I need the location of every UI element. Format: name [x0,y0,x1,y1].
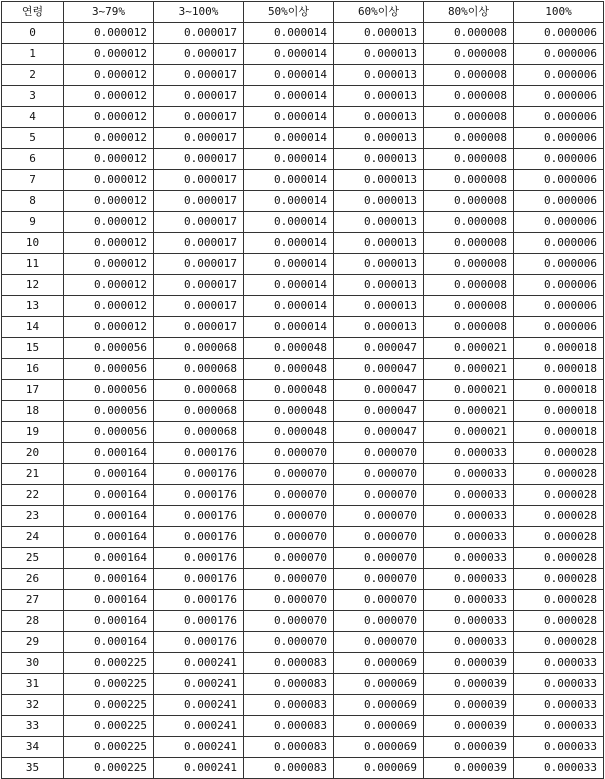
value-cell-100: 0.000028 [514,611,604,632]
table-row [2,653,604,674]
value-cell-100: 0.000033 [514,716,604,737]
value-cell-80-plus: 0.000021 [424,422,514,443]
header-3-79: 3~79% [64,2,154,23]
header-3-100: 3~100% [154,2,244,23]
table-row [2,506,604,527]
value-cell-80-plus: 0.000033 [424,590,514,611]
age-cell: 6 [2,149,64,170]
table-row [2,590,604,611]
value-cell-80-plus: 0.000033 [424,506,514,527]
value-cell-100: 0.000028 [514,527,604,548]
value-cell-3-100: 0.000176 [154,506,244,527]
value-cell-100: 0.000006 [514,317,604,338]
value-cell-100: 0.000006 [514,170,604,191]
value-cell-100: 0.000006 [514,128,604,149]
value-cell-100: 0.000018 [514,380,604,401]
value-cell-80-plus: 0.000033 [424,527,514,548]
value-cell-3-100: 0.000017 [154,296,244,317]
value-cell-80-plus: 0.000039 [424,653,514,674]
value-cell-60-plus: 0.000070 [334,464,424,485]
table-row [2,464,604,485]
value-cell-50-plus: 0.000070 [244,443,334,464]
value-cell-3-79: 0.000012 [64,65,154,86]
value-cell-60-plus: 0.000069 [334,737,424,758]
value-cell-3-100: 0.000017 [154,170,244,191]
value-cell-60-plus: 0.000069 [334,758,424,779]
value-cell-3-100: 0.000017 [154,191,244,212]
table-row [2,485,604,506]
value-cell-3-100: 0.000176 [154,443,244,464]
header-60-plus: 60%이상 [334,2,424,23]
value-cell-80-plus: 0.000033 [424,611,514,632]
value-cell-3-79: 0.000012 [64,296,154,317]
value-cell-3-100: 0.000068 [154,401,244,422]
table-row [2,422,604,443]
value-cell-3-79: 0.000225 [64,716,154,737]
value-cell-50-plus: 0.000048 [244,380,334,401]
age-cell: 32 [2,695,64,716]
value-cell-3-79: 0.000056 [64,380,154,401]
value-cell-50-plus: 0.000014 [244,212,334,233]
value-cell-3-100: 0.000017 [154,212,244,233]
value-cell-3-79: 0.000164 [64,443,154,464]
value-cell-100: 0.000006 [514,44,604,65]
age-cell: 15 [2,338,64,359]
value-cell-80-plus: 0.000033 [424,464,514,485]
value-cell-3-100: 0.000241 [154,695,244,716]
value-cell-100: 0.000028 [514,590,604,611]
table-row [2,632,604,653]
value-cell-60-plus: 0.000070 [334,443,424,464]
value-cell-3-79: 0.000164 [64,632,154,653]
value-cell-100: 0.000028 [514,569,604,590]
table-row [2,44,604,65]
table-row [2,86,604,107]
value-cell-50-plus: 0.000014 [244,86,334,107]
table-row [2,149,604,170]
age-cell: 25 [2,548,64,569]
age-cell: 35 [2,758,64,779]
age-cell: 16 [2,359,64,380]
value-cell-80-plus: 0.000033 [424,548,514,569]
value-cell-100: 0.000006 [514,233,604,254]
value-cell-60-plus: 0.000069 [334,695,424,716]
table-row [2,233,604,254]
age-cell: 4 [2,107,64,128]
value-cell-3-100: 0.000017 [154,149,244,170]
value-cell-60-plus: 0.000070 [334,569,424,590]
table-row [2,695,604,716]
value-cell-50-plus: 0.000014 [244,170,334,191]
value-cell-3-100: 0.000017 [154,44,244,65]
rate-table [1,1,604,779]
age-cell: 31 [2,674,64,695]
value-cell-80-plus: 0.000008 [424,254,514,275]
value-cell-100: 0.000018 [514,338,604,359]
value-cell-3-79: 0.000012 [64,149,154,170]
value-cell-3-100: 0.000068 [154,338,244,359]
value-cell-3-79: 0.000056 [64,359,154,380]
value-cell-3-79: 0.000056 [64,401,154,422]
table-row [2,212,604,233]
value-cell-60-plus: 0.000013 [334,275,424,296]
value-cell-80-plus: 0.000021 [424,338,514,359]
value-cell-3-100: 0.000176 [154,464,244,485]
value-cell-3-79: 0.000012 [64,275,154,296]
value-cell-60-plus: 0.000070 [334,590,424,611]
value-cell-3-100: 0.000176 [154,548,244,569]
age-cell: 22 [2,485,64,506]
value-cell-100: 0.000033 [514,758,604,779]
value-cell-80-plus: 0.000021 [424,401,514,422]
value-cell-80-plus: 0.000008 [424,23,514,44]
value-cell-3-100: 0.000017 [154,275,244,296]
value-cell-60-plus: 0.000013 [334,86,424,107]
value-cell-80-plus: 0.000033 [424,443,514,464]
header-100: 100% [514,2,604,23]
value-cell-50-plus: 0.000048 [244,359,334,380]
value-cell-3-79: 0.000012 [64,317,154,338]
age-cell: 28 [2,611,64,632]
table-row [2,191,604,212]
value-cell-3-79: 0.000012 [64,212,154,233]
value-cell-100: 0.000006 [514,149,604,170]
value-cell-100: 0.000033 [514,653,604,674]
value-cell-60-plus: 0.000070 [334,548,424,569]
value-cell-80-plus: 0.000008 [424,296,514,317]
value-cell-80-plus: 0.000008 [424,128,514,149]
age-cell: 13 [2,296,64,317]
value-cell-50-plus: 0.000014 [244,296,334,317]
age-cell: 19 [2,422,64,443]
value-cell-3-79: 0.000164 [64,464,154,485]
value-cell-3-100: 0.000241 [154,716,244,737]
table-row [2,569,604,590]
value-cell-50-plus: 0.000083 [244,674,334,695]
value-cell-60-plus: 0.000047 [334,401,424,422]
value-cell-3-79: 0.000164 [64,611,154,632]
value-cell-60-plus: 0.000013 [334,254,424,275]
value-cell-50-plus: 0.000070 [244,527,334,548]
value-cell-3-79: 0.000012 [64,107,154,128]
value-cell-100: 0.000006 [514,107,604,128]
value-cell-100: 0.000006 [514,191,604,212]
table-row [2,65,604,86]
value-cell-3-100: 0.000017 [154,107,244,128]
value-cell-3-100: 0.000176 [154,632,244,653]
age-cell: 29 [2,632,64,653]
value-cell-100: 0.000006 [514,275,604,296]
value-cell-50-plus: 0.000070 [244,464,334,485]
table-row [2,275,604,296]
value-cell-3-100: 0.000017 [154,233,244,254]
age-cell: 0 [2,23,64,44]
value-cell-50-plus: 0.000083 [244,758,334,779]
value-cell-60-plus: 0.000070 [334,506,424,527]
table-header [2,2,604,23]
age-cell: 21 [2,464,64,485]
age-cell: 5 [2,128,64,149]
value-cell-60-plus: 0.000069 [334,653,424,674]
age-cell: 27 [2,590,64,611]
value-cell-80-plus: 0.000008 [424,317,514,338]
value-cell-50-plus: 0.000070 [244,569,334,590]
value-cell-80-plus: 0.000039 [424,695,514,716]
value-cell-80-plus: 0.000008 [424,107,514,128]
value-cell-60-plus: 0.000070 [334,611,424,632]
value-cell-50-plus: 0.000014 [244,254,334,275]
value-cell-3-100: 0.000068 [154,422,244,443]
value-cell-3-79: 0.000012 [64,191,154,212]
value-cell-80-plus: 0.000008 [424,65,514,86]
value-cell-3-79: 0.000164 [64,569,154,590]
value-cell-3-79: 0.000012 [64,44,154,65]
value-cell-60-plus: 0.000013 [334,191,424,212]
value-cell-80-plus: 0.000021 [424,359,514,380]
value-cell-50-plus: 0.000070 [244,506,334,527]
value-cell-60-plus: 0.000013 [334,44,424,65]
value-cell-50-plus: 0.000014 [244,233,334,254]
value-cell-50-plus: 0.000014 [244,317,334,338]
value-cell-50-plus: 0.000014 [244,149,334,170]
value-cell-100: 0.000033 [514,737,604,758]
value-cell-60-plus: 0.000013 [334,212,424,233]
value-cell-50-plus: 0.000014 [244,65,334,86]
table-row [2,758,604,779]
value-cell-80-plus: 0.000033 [424,485,514,506]
value-cell-60-plus: 0.000070 [334,632,424,653]
value-cell-50-plus: 0.000014 [244,128,334,149]
value-cell-3-79: 0.000164 [64,548,154,569]
age-cell: 17 [2,380,64,401]
value-cell-3-100: 0.000017 [154,254,244,275]
value-cell-50-plus: 0.000070 [244,611,334,632]
value-cell-80-plus: 0.000008 [424,233,514,254]
value-cell-50-plus: 0.000070 [244,548,334,569]
value-cell-60-plus: 0.000070 [334,527,424,548]
value-cell-100: 0.000028 [514,464,604,485]
table-row [2,380,604,401]
value-cell-3-79: 0.000164 [64,590,154,611]
value-cell-3-79: 0.000225 [64,695,154,716]
value-cell-60-plus: 0.000013 [334,128,424,149]
value-cell-80-plus: 0.000008 [424,275,514,296]
value-cell-3-79: 0.000164 [64,485,154,506]
value-cell-60-plus: 0.000070 [334,485,424,506]
table-row [2,548,604,569]
value-cell-3-79: 0.000225 [64,737,154,758]
value-cell-3-79: 0.000012 [64,128,154,149]
value-cell-3-79: 0.000012 [64,254,154,275]
value-cell-3-79: 0.000056 [64,422,154,443]
value-cell-3-100: 0.000017 [154,86,244,107]
table-row [2,23,604,44]
value-cell-50-plus: 0.000083 [244,716,334,737]
value-cell-3-100: 0.000176 [154,611,244,632]
value-cell-80-plus: 0.000039 [424,737,514,758]
table-row [2,128,604,149]
age-cell: 34 [2,737,64,758]
value-cell-3-79: 0.000012 [64,23,154,44]
value-cell-3-100: 0.000176 [154,485,244,506]
value-cell-50-plus: 0.000014 [244,275,334,296]
table-row [2,317,604,338]
value-cell-100: 0.000033 [514,695,604,716]
value-cell-60-plus: 0.000013 [334,233,424,254]
header-50-plus: 50%이상 [244,2,334,23]
value-cell-50-plus: 0.000048 [244,422,334,443]
value-cell-60-plus: 0.000013 [334,23,424,44]
value-cell-3-100: 0.000017 [154,317,244,338]
value-cell-50-plus: 0.000014 [244,44,334,65]
value-cell-100: 0.000006 [514,212,604,233]
age-cell: 24 [2,527,64,548]
table-row [2,737,604,758]
value-cell-100: 0.000018 [514,401,604,422]
value-cell-50-plus: 0.000083 [244,653,334,674]
value-cell-3-100: 0.000017 [154,23,244,44]
value-cell-50-plus: 0.000014 [244,191,334,212]
value-cell-100: 0.000006 [514,254,604,275]
table-row [2,443,604,464]
value-cell-100: 0.000028 [514,506,604,527]
value-cell-100: 0.000028 [514,443,604,464]
age-cell: 10 [2,233,64,254]
value-cell-60-plus: 0.000013 [334,170,424,191]
value-cell-3-100: 0.000017 [154,65,244,86]
value-cell-3-79: 0.000012 [64,233,154,254]
age-cell: 1 [2,44,64,65]
header-row [2,2,604,23]
value-cell-3-100: 0.000241 [154,737,244,758]
value-cell-60-plus: 0.000047 [334,359,424,380]
table-row [2,338,604,359]
value-cell-100: 0.000028 [514,632,604,653]
value-cell-60-plus: 0.000013 [334,317,424,338]
table-row [2,359,604,380]
value-cell-3-79: 0.000012 [64,170,154,191]
age-cell: 7 [2,170,64,191]
table-row [2,611,604,632]
age-cell: 20 [2,443,64,464]
value-cell-80-plus: 0.000039 [424,716,514,737]
value-cell-80-plus: 0.000033 [424,632,514,653]
age-cell: 8 [2,191,64,212]
value-cell-3-100: 0.000068 [154,359,244,380]
age-cell: 3 [2,86,64,107]
table-row [2,170,604,191]
age-cell: 2 [2,65,64,86]
value-cell-3-79: 0.000225 [64,653,154,674]
table-row [2,527,604,548]
value-cell-60-plus: 0.000069 [334,674,424,695]
value-cell-60-plus: 0.000047 [334,338,424,359]
table-row [2,107,604,128]
value-cell-3-100: 0.000241 [154,674,244,695]
value-cell-50-plus: 0.000070 [244,632,334,653]
value-cell-100: 0.000006 [514,65,604,86]
table-row [2,674,604,695]
age-cell: 23 [2,506,64,527]
value-cell-100: 0.000018 [514,359,604,380]
value-cell-3-100: 0.000176 [154,569,244,590]
value-cell-80-plus: 0.000021 [424,380,514,401]
value-cell-50-plus: 0.000083 [244,737,334,758]
value-cell-80-plus: 0.000008 [424,149,514,170]
value-cell-80-plus: 0.000008 [424,170,514,191]
value-cell-3-79: 0.000164 [64,506,154,527]
value-cell-3-100: 0.000176 [154,590,244,611]
value-cell-60-plus: 0.000013 [334,65,424,86]
value-cell-3-100: 0.000241 [154,758,244,779]
value-cell-50-plus: 0.000070 [244,590,334,611]
value-cell-80-plus: 0.000008 [424,212,514,233]
value-cell-80-plus: 0.000039 [424,674,514,695]
header-80-plus: 80%이상 [424,2,514,23]
value-cell-100: 0.000018 [514,422,604,443]
value-cell-50-plus: 0.000070 [244,485,334,506]
value-cell-100: 0.000006 [514,86,604,107]
table-row [2,401,604,422]
value-cell-100: 0.000006 [514,296,604,317]
value-cell-3-100: 0.000068 [154,380,244,401]
value-cell-100: 0.000028 [514,548,604,569]
value-cell-50-plus: 0.000083 [244,695,334,716]
value-cell-60-plus: 0.000047 [334,422,424,443]
value-cell-3-100: 0.000176 [154,527,244,548]
table-body [2,23,604,779]
age-cell: 26 [2,569,64,590]
value-cell-60-plus: 0.000047 [334,380,424,401]
value-cell-50-plus: 0.000048 [244,338,334,359]
value-cell-60-plus: 0.000013 [334,149,424,170]
value-cell-3-79: 0.000012 [64,86,154,107]
value-cell-3-79: 0.000056 [64,338,154,359]
value-cell-3-79: 0.000225 [64,758,154,779]
value-cell-3-79: 0.000225 [64,674,154,695]
value-cell-3-79: 0.000164 [64,527,154,548]
value-cell-50-plus: 0.000014 [244,23,334,44]
age-cell: 30 [2,653,64,674]
age-cell: 18 [2,401,64,422]
value-cell-50-plus: 0.000014 [244,107,334,128]
value-cell-100: 0.000006 [514,23,604,44]
age-cell: 11 [2,254,64,275]
value-cell-100: 0.000033 [514,674,604,695]
table-row [2,296,604,317]
age-cell: 33 [2,716,64,737]
value-cell-50-plus: 0.000048 [244,401,334,422]
table-row [2,254,604,275]
value-cell-80-plus: 0.000033 [424,569,514,590]
value-cell-80-plus: 0.000008 [424,86,514,107]
value-cell-3-100: 0.000241 [154,653,244,674]
value-cell-80-plus: 0.000008 [424,44,514,65]
value-cell-100: 0.000028 [514,485,604,506]
value-cell-3-100: 0.000017 [154,128,244,149]
header-age: 연령 [2,2,64,23]
value-cell-80-plus: 0.000039 [424,758,514,779]
age-cell: 14 [2,317,64,338]
age-cell: 9 [2,212,64,233]
value-cell-60-plus: 0.000013 [334,296,424,317]
age-cell: 12 [2,275,64,296]
table-row [2,716,604,737]
value-cell-80-plus: 0.000008 [424,191,514,212]
value-cell-60-plus: 0.000013 [334,107,424,128]
value-cell-60-plus: 0.000069 [334,716,424,737]
